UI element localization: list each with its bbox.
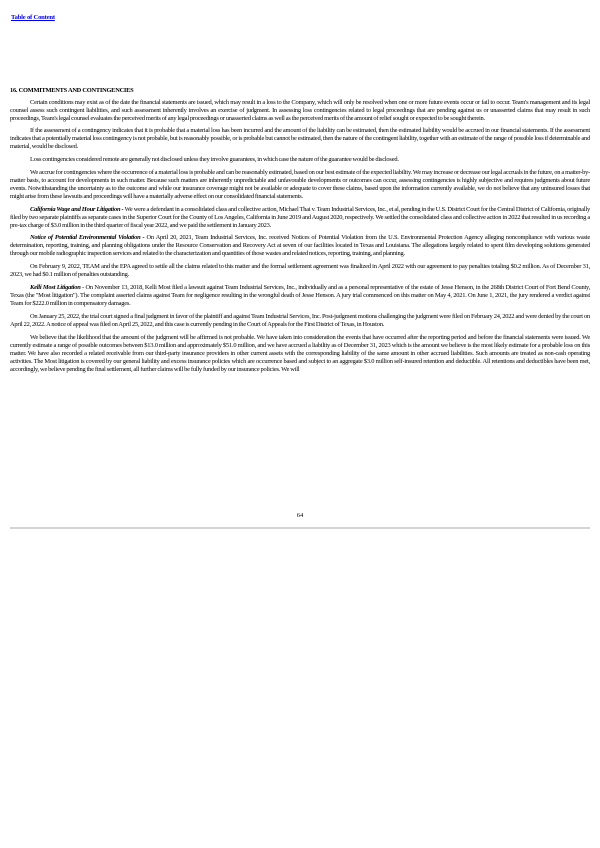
paragraph-text: On April 20, 2021, Team Industrial Services, Inc. received Notices of Potential Violation from the U.S. Environmental Protection Agency alleging noncompliance with various waste determination, reporting, training, and planning obligations under the Resource Conservation and Recovery Act at seven of our facilities located in Texas and Louisiana. The allegations largely related to spent film developing solutions generated through our mobile radiographic inspection services and related to the characterization and quantities of those wastes and related notices, reporting, training, and planning. — [10, 234, 590, 258]
paragraph-text: Loss contingencies considered remote are generally not disclosed unless they involve guarantees, in which case the nature of the guarantee would be disclosed. — [30, 156, 399, 164]
paragraph-text: We believe that the likelihood that the amount of the judgment will be affirmed is not probable. We have taken into consideration the events that have occurred after the reporting period and before the financial statements were issued. We currently estimate a range of possible outcomes between $13.0 million and approximately $51.0 million, and we have accrued a liability as of December 31, 2023 which is the amount we believe is the most likely estimate for a probable loss on this matter. We have also recorded a related receivable from our third-party insurance providers in other current assets with the corresponding liability of the same amount in other accrued liabilities. Such amounts are treated as non-cash operating activities. The Most litigation is covered by our general liability and excess insurance policies which are occurrence based and subject to an aggregate $3.0 million self-insured retention and deductible. All retentions and deductibles have been met, accordingly, we believe pending the final settlement, all further claims will be fully funded by our insurance policies. We will — [10, 333, 590, 373]
paragraph-text: Certain conditions may exist as of the date the financial statements are issued, which may result in a loss to the Company, which will only be resolved when one or more future events occur or fail to occur. Team's management and its legal counsel assess such contingent liabilities, and such assessment inherently involves an exercise of judgment. In assessing loss contingencies related to legal proceedings that are pending against us or unasserted claims that may result in such proceedings, Team's legal counsel evaluates the perceived merits of any legal proceedings or unasserted claims as well as the perceived merits of the amount of relief sought or expected to be sought therein. — [10, 98, 590, 122]
paragraph-lead: Notice of Potential Environmental Violation - — [30, 234, 147, 242]
section-heading: 16. COMMITMENTS AND CONTINGENCIES — [10, 87, 134, 94]
paragraph-california-litigation — [10, 206, 590, 230]
page-number: 64 — [296, 512, 304, 519]
paragraph-kelli-most-litigation — [10, 284, 590, 308]
paragraph-text: On February 9, 2022, TEAM and the EPA agreed to settle all the claims related to this matter and the formal settlement agreement was finalized in April 2022 with our agreement to pay penalties totaling $0.2 million. As of December 31, 2023, we had $0.1 million of penalties outstanding. — [10, 263, 590, 279]
paragraph-epa-settlement — [10, 263, 590, 279]
paragraph-lead: California Wage and Hour Litigation - — [30, 205, 125, 213]
paragraph-remote-contingencies — [10, 156, 590, 164]
paragraph-environmental-violation — [10, 234, 590, 258]
paragraph-text: We accrue for contingencies where the occurrence of a material loss is probable and can be reasonably estimated, based on our best estimate of the expected liability. We may increase or decrease our legal accruals in the future, on a matter-by-matter basis, to account for developments in such matter. Because such matters are inherently unpredictable and unfavorable developments or outcomes can occur, assessing contingencies is highly subjective and requires judgments about future events. Notwithstanding the uncertainty as to the outcome and while our insurance coverage might not be available or adequate to cover these claims, based upon the information currently available, we do not believe that any uninsured losses that might arise from these lawsuits and proceedings will have a materially adverse effect on our consolidated financial statements. — [10, 168, 590, 200]
paragraph-text: If the assessment of a contingency indicates that it is probable that a material loss has been incurred and the amount of the liability can be estimated, then the estimated liability would be accrued in our financial statements. If the assessment indicates that a potentially material loss contingency is not probable, but is reasonably possible, or is probable but cannot be estimated, then the nature of the contingent liability, together with an estimate of the range of possible loss if determinable and material, would be disclosed. — [10, 127, 590, 151]
paragraph-text: We were a defendant in a consolidated class and collective action, Michael Thai v. Team Industrial Services, Inc., et al, pending in the U.S. District Court for the Central District of California, originally filed by two separate plaintiffs as separate cases in the Superior Court for the County of Los Angeles, California in June 2019 and August 2020, respectively. We settled the consolidated class and collective action in 2022 that resulted in us recording a pre-tax charge of $3.0 million in the third quarter of fiscal year 2022, and we paid the settlement in January 2023. — [10, 205, 590, 229]
paragraph-text: - On November 13, 2018, Kelli Most filed a lawsuit against Team Industrial Services, Inc., individually and as a personal representative of the estate of Jesse Henson, in the 268th District Court of Fort Bend County, Texas (the "Most litigation"). The complaint asserted claims against Team for negligence resulting in the wrongful death of Jesse Henson. A jury trial commenced on this matter on May 4, 2021. On June 1, 2021, the jury rendered a verdict against Team for $222.0 million in compensatory damages. — [10, 284, 590, 308]
paragraph-judgment-likelihood — [10, 334, 590, 374]
page-divider — [10, 527, 590, 529]
paragraph-accrual-policy — [10, 169, 590, 201]
paragraph-accrual-assessment — [10, 127, 590, 151]
paragraph-lead: Kelli Most Litigation — [30, 284, 81, 292]
table-of-content-link[interactable]: Table of Content — [11, 14, 55, 21]
paragraph-final-judgment — [10, 313, 590, 329]
document-body — [10, 87, 590, 378]
paragraph-text: On January 25, 2022, the trial court signed a final judgment in favor of the plaintiff and against Team Industrial Services, Inc. Post-judgment motions challenging the judgment were filed on February 24, 2022 and were denied by the court on April 22, 2022. A notice of appeal was filed on April 25, 2022, and this case is currently pending in the Court of Appeals for the First District of Texas, in Houston. — [10, 312, 590, 328]
paragraph-loss-contingencies-intro — [10, 99, 590, 123]
